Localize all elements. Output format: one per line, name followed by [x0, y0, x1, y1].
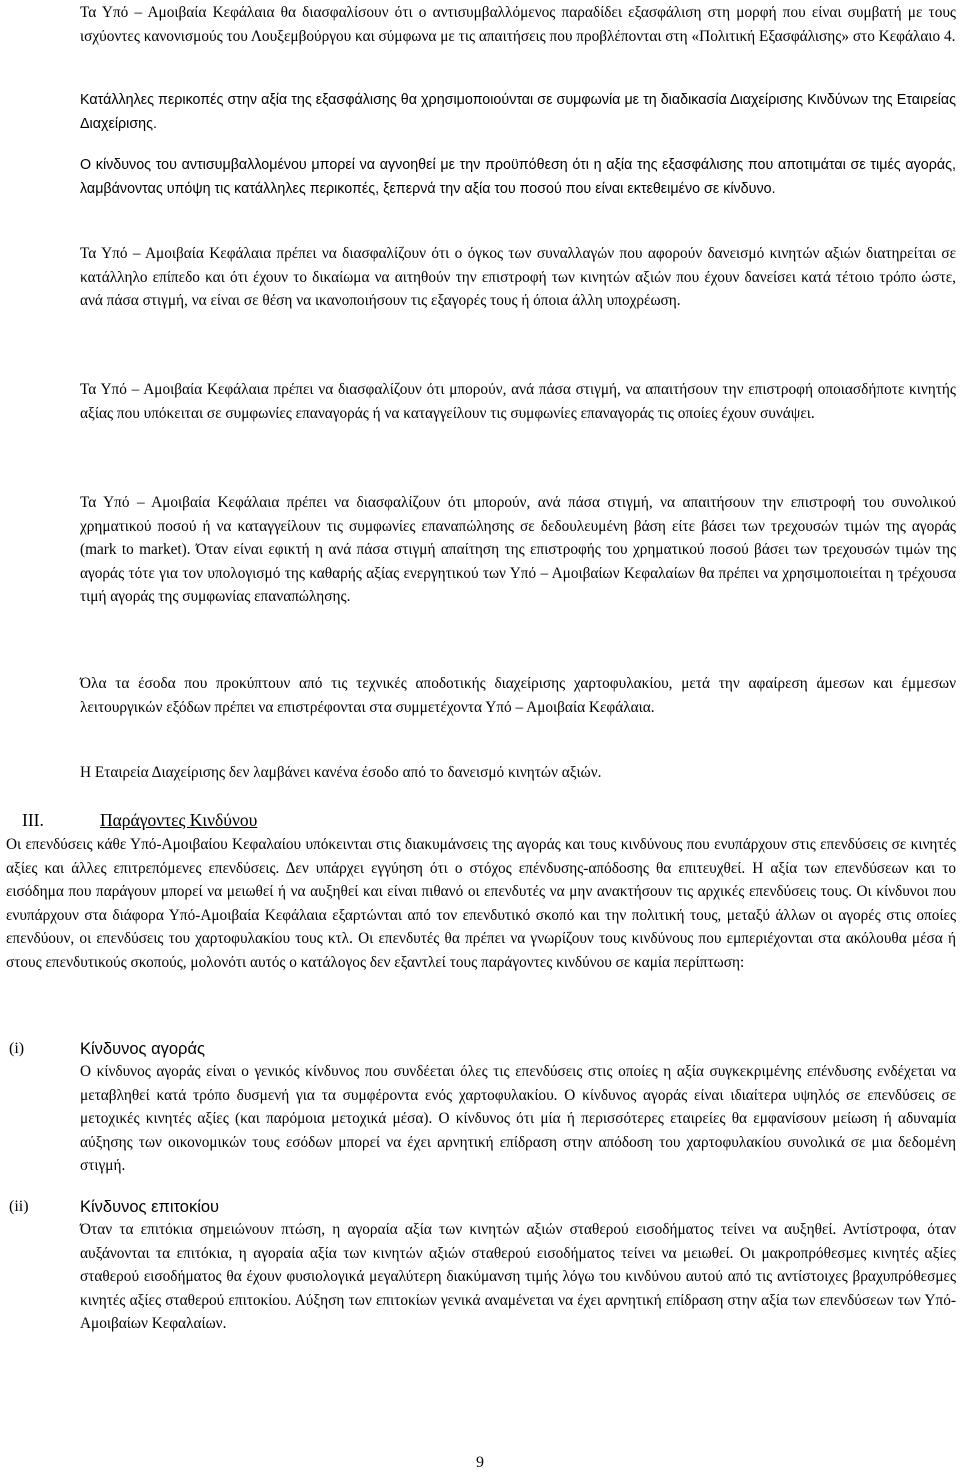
paragraph-collateral-delivery: Τα Υπό – Αμοιβαία Κεφάλαια θα διασφαλίσουν ότι ο αντισυμβαλλόμενος παραδίδει εξασφάλιση στη μορφή που είναι συμβατή με τους ισχύοντες κανονισμούς του Λουξεμβούργου και σύμφωνα με τις απαιτήσεις που προβλέπονται στη «Πολιτική Εξασφάλισης» στο Κεφάλαιο 4.: [80, 4, 956, 45]
paragraph-securities-lending: Τα Υπό – Αμοιβαία Κεφάλαια πρέπει να διασφαλίζουν ότι ο όγκος των συναλλαγών που αφορούν δανεισμό κινητών αξιών διατηρείται σε κατάλληλο επίπεδο και ότι έχουν το δικαίωμα να αιτηθούν την επιστροφή των κινητών αξιών που έχουν δανείσει κατά τέτοιο τρόπο ώστε, ανά πάσα στιγμή, να είναι σε θέση να ικανοποιήσουν τις εξαγορές τους ή όποια άλλη υποχρέωση.: [80, 245, 956, 309]
paragraph-repurchase-agreements: Τα Υπό – Αμοιβαία Κεφάλαια πρέπει να διασφαλίζουν ότι μπορούν, ανά πάσα στιγμή, να απαιτήσουν την επιστροφή οποιασδήποτε κινητής αξίας που υπόκειται σε συμφωνίες επαναγοράς ή να καταγγείλουν τις συμφωνίες επαναγοράς τις οποίες έχουν συνάψει.: [80, 381, 956, 422]
item-title-market-risk: Κίνδυνος αγοράς: [80, 1040, 205, 1058]
section-heading: [22, 808, 257, 832]
paragraph-counterparty-risk: Ο κίνδυνος του αντισυμβαλλομένου μπορεί να αγνοηθεί με την προϋπόθεση ότι η αξία της εξασφάλισης που αποτιμάται σε τιμές αγοράς, λαμβάνοντας υπόψη τις κατάλληλες περικοπές, ξεπερνά την αξία του ποσού που είναι εκτεθειμένο σε κίνδυνο.: [80, 157, 956, 197]
section-number: III.: [22, 810, 44, 830]
item-number-interest-rate-risk: (ii): [9, 1198, 29, 1215]
item-text-interest-rate-risk: Όταν τα επιτόκια σημειώνουν πτώση, η αγοραία αξία των κινητών αξιών σταθερού εισοδήματος τείνει να αυξηθεί. Αντίστροφα, όταν αυξάνονται τα επιτόκια, η αγοραία αξία των κινητών αξιών σταθερού εισοδήματος τείνει να μειωθεί. Οι μακροπρόθεσμες κινητές αξίες σταθερού εισοδήματος θα έχουν φυσιολογικά μεγαλύτερη διακύμανση τιμής λόγω του κινδύνου αυτού από τις αντίστοιχες βραχυπρόθεσμες κινητές αξίες σταθερού επιτοκίου. Αύξηση των επιτοκίων γενικά αναμένεται να έχει αρνητική επίδραση στην αξία των επενδύσεων των Υπό-Αμοιβαίων Κεφαλαίων.: [80, 1221, 956, 1332]
page-number: 9: [476, 1454, 484, 1471]
paragraph-management-company-revenue: Η Εταιρεία Διαχείρισης δεν λαμβάνει κανένα έσοδο από το δανεισμό κινητών αξιών.: [80, 764, 602, 781]
paragraph-haircuts: Κατάλληλες περικοπές στην αξία της εξασφάλισης θα χρησιμοποιούνται σε συμφωνία με τη διαδικασία Διαχείρισης Κινδύνων της Εταιρείας Διαχείρισης.: [80, 92, 956, 132]
item-title-interest-rate-risk: Κίνδυνος επιτοκίου: [80, 1198, 220, 1216]
item-number-market-risk: (i): [9, 1040, 25, 1057]
item-text-market-risk: Ο κίνδυνος αγοράς είναι ο γενικός κίνδυνος που συνδέεται όλες τις επενδύσεις στις οποίες η αξία συγκεκριμένης επένδυσης ενδέχεται να μεταβληθεί κατά τρόπο δυσμενή για τα συμφέροντα ενός χαρτοφυλακίου. Ο κίνδυνος αγοράς είναι ιδιαίτερα υψηλός σε επενδύσεις σε μετοχικές κινητές αξίες (και παρόμοια μετοχικά μέσα). Ο κίνδυνος ότι μία ή περισσότερες εταιρείες θα εμφανίσουν μείωση ή αδυναμία αύξησης των οικονομικών τους εσόδων μπορεί να έχει αρνητική επίδραση στην απόδοση του χαρτοφυλακίου συνολικά σε μια δεδομένη στιγμή.: [80, 1063, 956, 1174]
section-intro: Οι επενδύσεις κάθε Υπό-Αμοιβαίου Κεφαλαίου υπόκεινται στις διακυμάνσεις της αγοράς και τους κινδύνους που ενυπάρχουν στις επενδύσεις σε κινητές αξίες και άλλες επιτρεπόμενες επενδύσεις. Δεν υπάρχει εγγύηση ότι ο στόχος επένδυσης-απόδοσης θα επιτευχθεί. Η αξία των επενδύσεων και το εισόδημα που παράγουν μπορεί να μειωθεί ή να αυξηθεί και είναι πιθανό οι επενδυτές να μην ανακτήσουν τις αρχικές επενδύσεις τους. Οι κίνδυνοι που ενυπάρχουν στα διάφορα Υπό-Αμοιβαία Κεφάλαια εξαρτώνται από τον επενδυτικό σκοπό και την πολιτική τους, μεταξύ άλλων οι αγορές στις οποίες επενδύουν, οι επενδύσεις του χαρτοφυλακίου τους κτλ. Οι επενδυτές θα πρέπει να γνωρίζουν τους κινδύνους που εμπεριέχονται στα ακόλουθα μέσα ή στους επενδυτικούς σκοπούς, μολονότι αυτός ο κατάλογος δεν εξαντλεί τους παράγοντες κινδύνου σε καμία περίπτωση:: [6, 836, 956, 971]
section-title: Παράγοντες Κινδύνου: [100, 810, 258, 830]
paragraph-reverse-repurchase: Τα Υπό – Αμοιβαία Κεφάλαια πρέπει να διασφαλίζουν ότι μπορούν, ανά πάσα στιγμή, να απαιτήσουν την επιστροφή του συνολικού χρηματικού ποσού ή να καταγγείλουν τις συμφωνίες επαναπώλησης σε δεδουλευμένη βάση είτε βάσει των τρεχουσών τιμών της αγοράς (mark to market). Όταν είναι εφικτή η ανά πάσα στιγμή απαίτηση της επιστροφής του χρηματικού ποσού βάσει των τρεχουσών τιμών της αγοράς τότε για τον υπολογισμό της καθαρής αξίας ενεργητικού των Υπό – Αμοιβαίων Κεφαλαίων θα πρέπει να χρησιμοποιείται η τρέχουσα τιμή αγοράς της συμφωνίας επαναπώλησης.: [80, 494, 956, 605]
paragraph-revenues: Όλα τα έσοδα που προκύπτουν από τις τεχνικές αποδοτικής διαχείρισης χαρτοφυλακίου, μετά την αφαίρεση άμεσων και έμμεσων λειτουργικών εξόδων πρέπει να επιστρέφονται στα συμμετέχοντα Υπό – Αμοιβαία Κεφάλαια.: [80, 675, 956, 716]
